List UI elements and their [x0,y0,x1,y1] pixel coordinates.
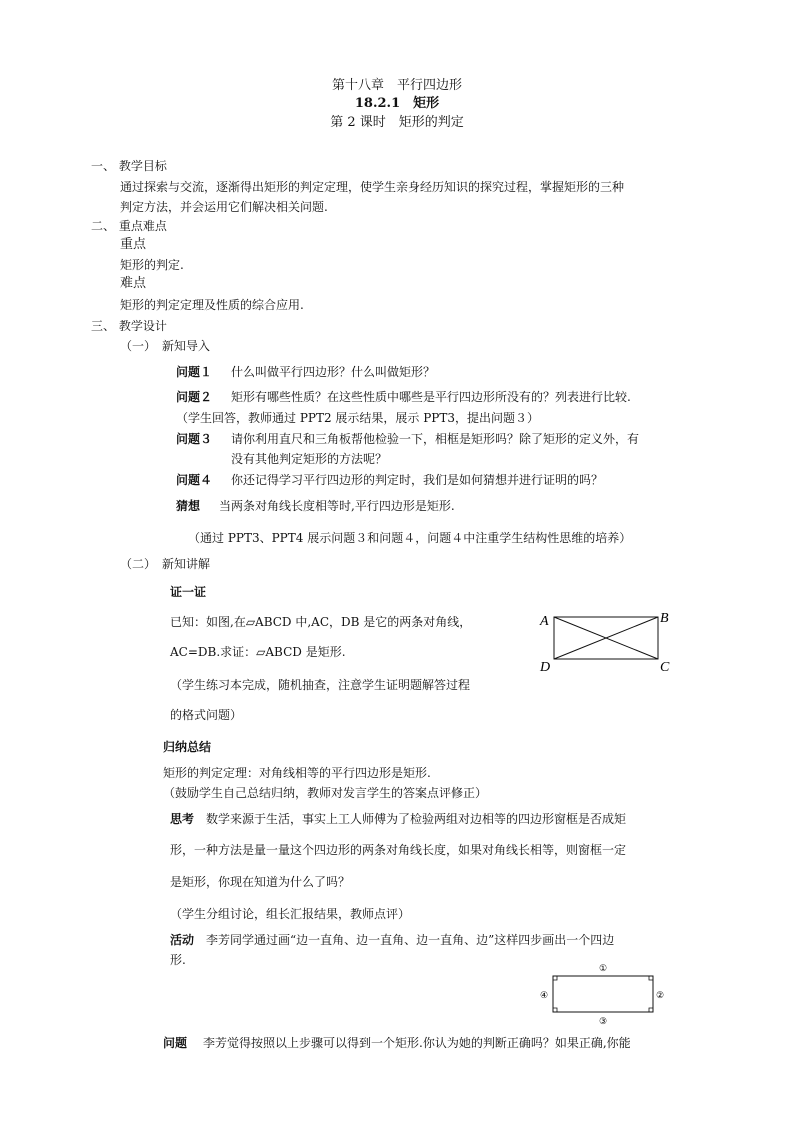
question-3-line-1: 请你利用直尺和三角板帮他检验一下，相框是矩形吗？除了矩形的定义外，有 [231,432,640,446]
question-1-label: 问题１ [176,365,213,379]
vertex-a-label: A [540,614,549,629]
activity-line-2: 形. [170,953,186,967]
lesson-title: 第 2 课时 矩形的判定 [330,115,464,130]
vertex-b-label: B [660,611,669,626]
heading-summary: 归纳总结 [163,740,212,754]
heading-prove: 证一证 [170,585,207,599]
goals-line-1: 通过探索与交流，逐渐得出矩形的判定定理，使学生亲身经历知识的探究过程，掌握矩形的三种 [120,180,625,194]
subheading-new-intro: （一） 新知导入 [120,339,211,353]
question-1-text: 什么叫做平行四边形？什么叫做矩形？ [231,365,436,379]
note-encourage: （鼓励学生自己总结归纳，教师对发言学生的答案点评修正） [163,786,488,800]
think-label: 思考 [170,812,195,826]
question-2-text: 矩形有哪些性质？在这些性质中哪些是平行四边形所没有的？列表进行比较. [231,390,631,404]
chapter-title: 第十八章 平行四边形 [331,78,462,93]
given-line-2: AC=DB.求证：▱ABCD 是矩形. [170,645,346,659]
key-text: 矩形的判定. [120,258,184,272]
heading-key-points: 二、 重点难点 [91,219,167,233]
activity-label: 活动 [170,933,195,947]
heading-teaching-goals: 一、 教学目标 [91,159,167,173]
question-text: 李芳觉得按照以上步骤可以得到一个矩形.你认为她的判断正确吗？如果正确,你能 [203,1036,631,1050]
goals-line-2: 判定方法，并会运用它们解决相关问题. [120,200,328,214]
note-practice-1: （学生练习本完成，随机抽查，注意学生证明题解答过程 [170,678,471,692]
guess-label: 猜想 [176,499,201,513]
key-label: 重点 [120,237,147,252]
note-ppt3-ppt4: （通过 PPT3、PPT4 展示问题３和问题４，问题４中注重学生结构性思维的培养） [188,531,632,545]
vertex-d-label: D [540,660,551,675]
step-3-label: ③ [598,1016,608,1026]
right-angle-markers [553,976,653,1012]
note-ppt2: （学生回答，教师通过 PPT2 展示结果，展示 PPT3，提出问题３） [176,411,540,425]
question-3-line-2: 没有其他判定矩形的方法呢？ [231,452,388,466]
question-label: 问题 [163,1036,188,1050]
question-4-label: 问题４ [176,473,213,487]
step-1-label: ① [598,963,608,973]
difficulty-label: 难点 [120,276,147,291]
think-line-1: 数学来源于生活，事实上工人师傅为了检验两组对边相等的四边形窗框是否成矩 [206,812,627,826]
guess-text: 当两条对角线长度相等时,平行四边形是矩形. [219,499,455,513]
given-line-1: 已知：如图,在▱ABCD 中,AC，DB 是它的两条对角线， [170,615,472,629]
activity-line-1: 李芳同学通过画“边一直角、边一直角、边一直角、边”这样四步画出一个四边 [206,933,615,947]
four-step-rectangle-figure [535,958,670,1030]
four-step-rectangle-outline [553,976,653,1012]
difficulty-text: 矩形的判定定理及性质的综合应用. [120,298,304,312]
question-2-label: 问题２ [176,390,213,404]
note-practice-2: 的格式问题） [170,708,243,722]
heading-teaching-design: 三、 教学设计 [91,319,167,333]
step-2-label: ② [655,990,665,1000]
think-line-3: 是矩形，你现在知道为什么了吗？ [170,875,351,889]
note-group-discussion: （学生分组讨论，组长汇报结果，教师点评） [170,907,411,921]
vertex-c-label: C [660,660,670,675]
theorem-text: 矩形的判定定理：对角线相等的平行四边形是矩形. [163,766,431,780]
step-4-label: ④ [539,990,549,1000]
question-3-label: 问题３ [176,432,213,446]
think-line-2: 形，一种方法是量一量这个四边形的两条对角线长度，如果对角线长相等，则窗框一定 [170,843,627,857]
rectangle-abcd-figure [530,605,680,680]
section-title: 18.2.1 矩形 [354,96,440,111]
question-4-text: 你还记得学习平行四边形的判定时，我们是如何猜想并进行证明的吗？ [231,473,604,487]
subheading-new-explain: （二） 新知讲解 [120,557,211,571]
